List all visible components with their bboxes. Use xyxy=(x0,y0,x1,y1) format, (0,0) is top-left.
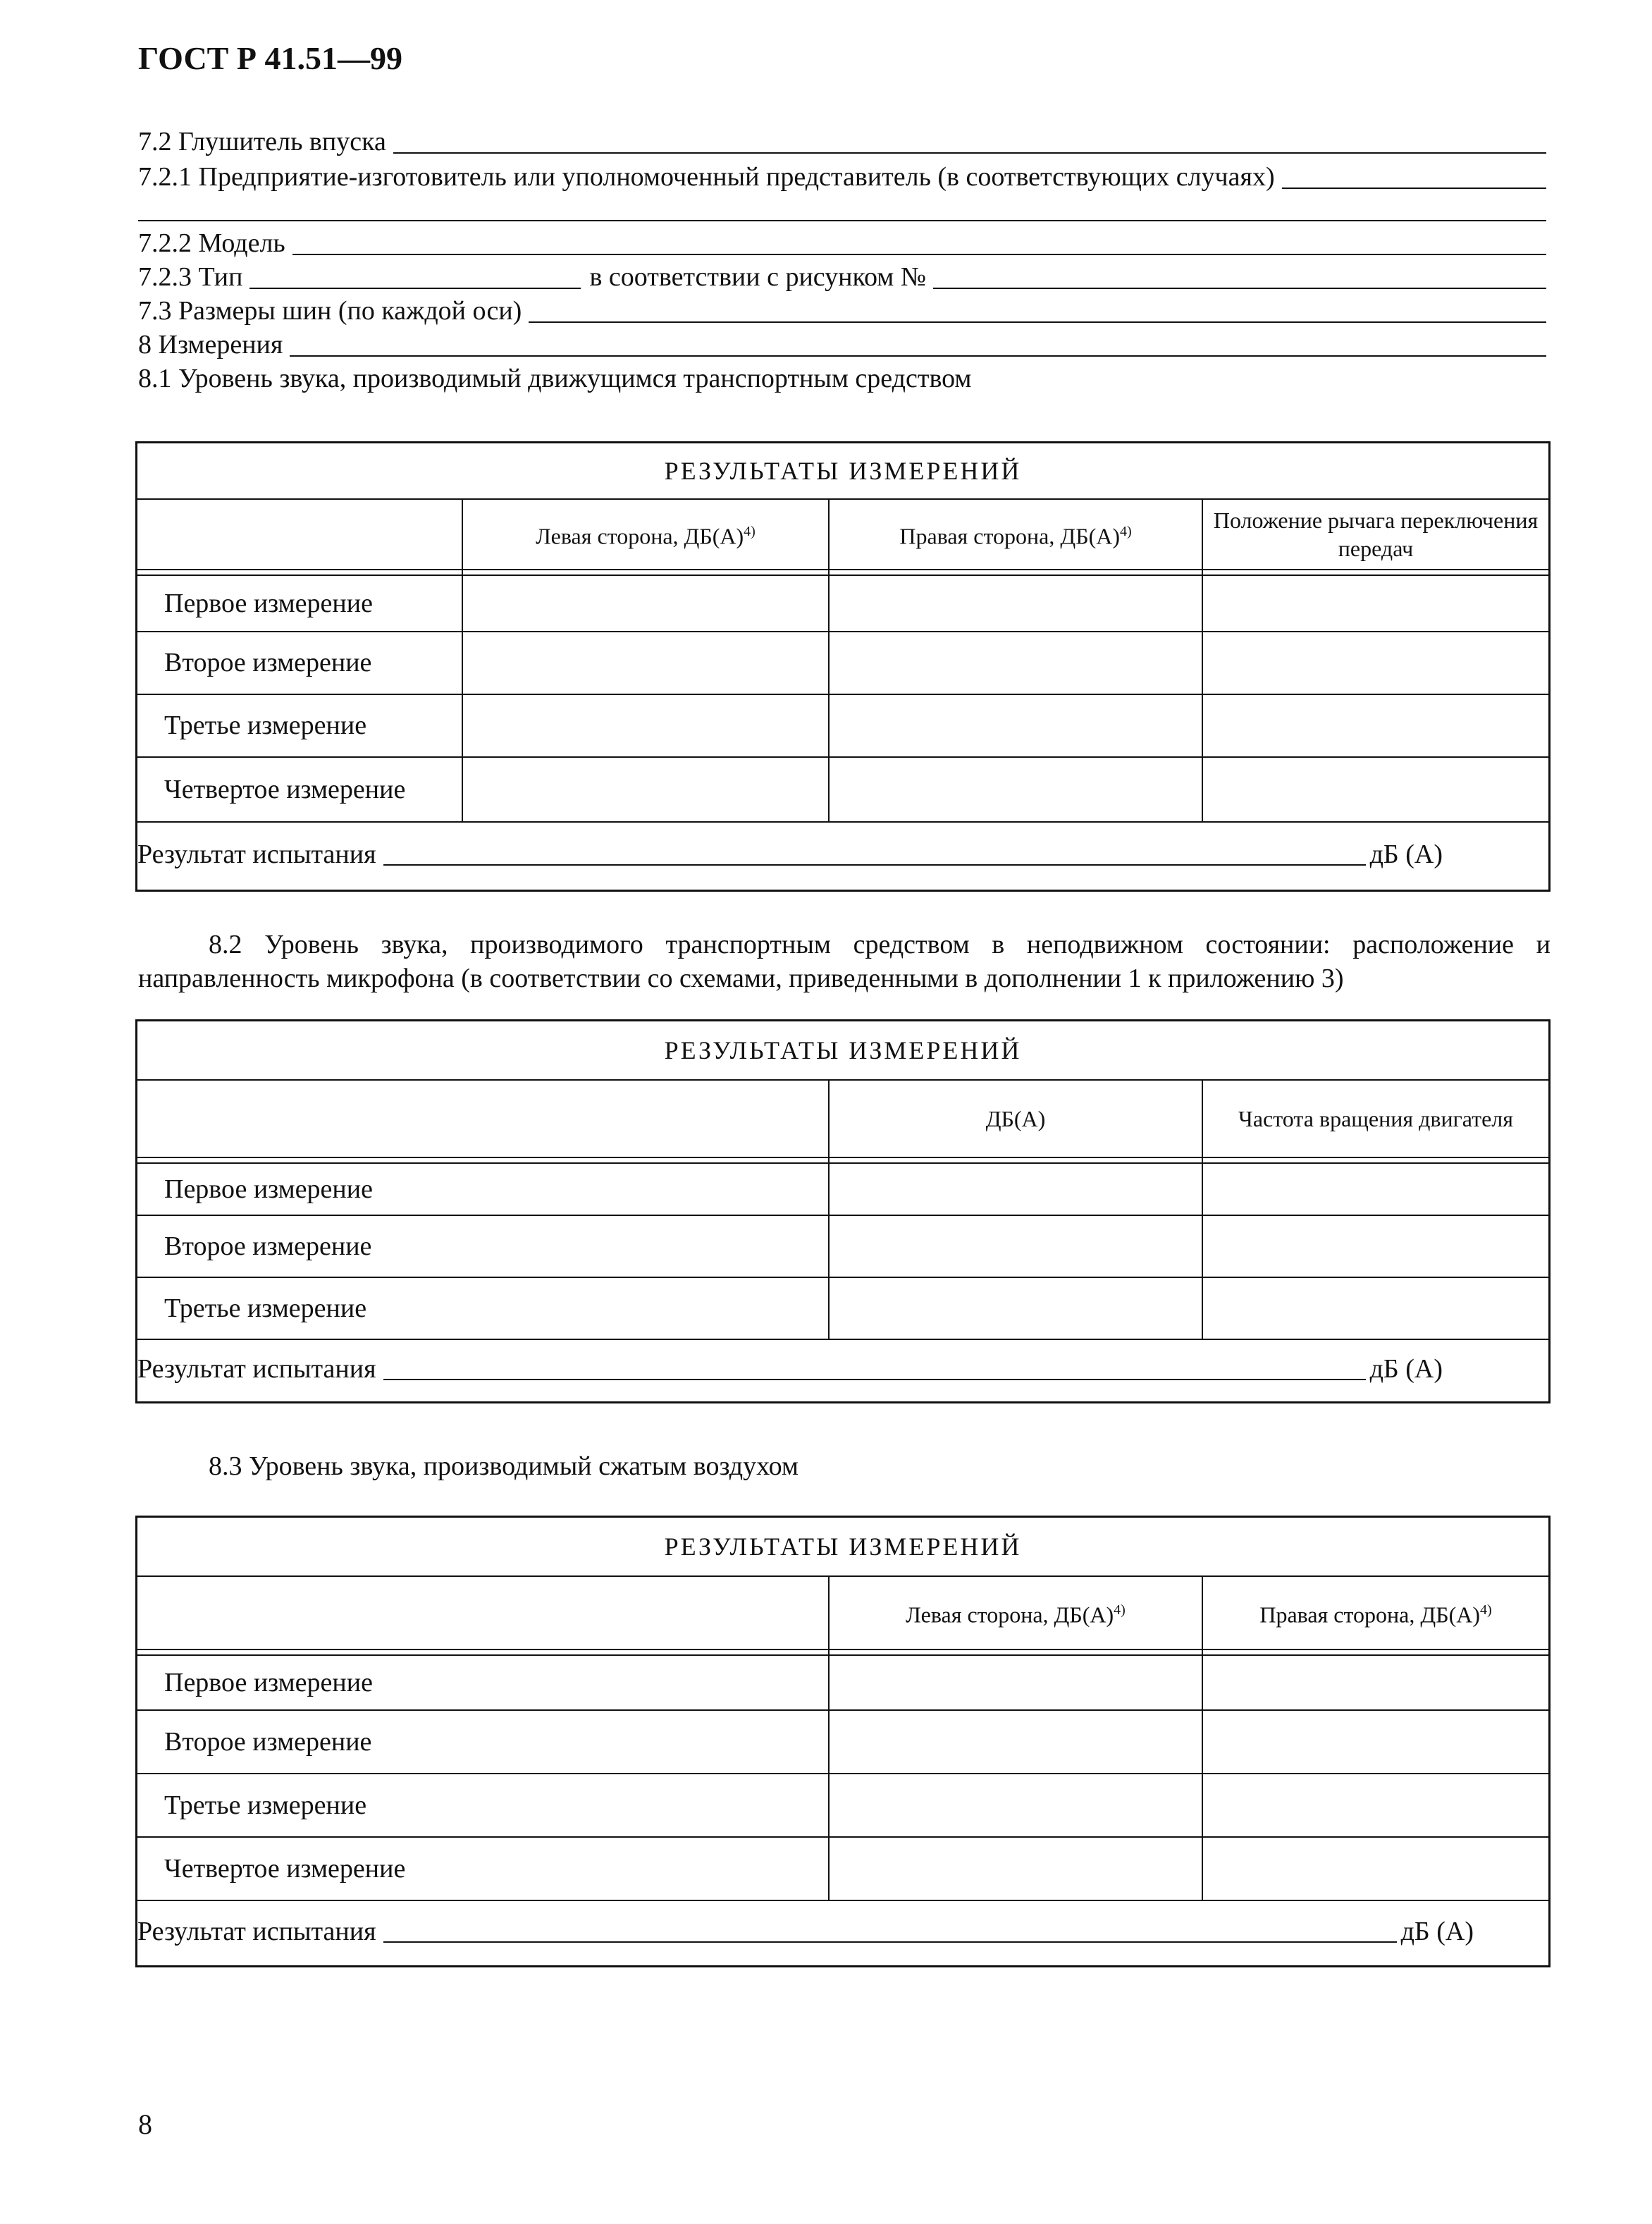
value-cell[interactable] xyxy=(1202,1277,1550,1339)
row-label: Первое измерение xyxy=(137,575,463,632)
blank-line[interactable] xyxy=(933,288,1546,289)
col-gear-header: Положение рычага переключения передач xyxy=(1202,499,1550,570)
blank-line[interactable] xyxy=(529,321,1546,323)
field-label: 8 Измерения xyxy=(138,330,283,360)
row-label: Третье измерение xyxy=(137,694,463,757)
value-cell[interactable] xyxy=(829,1837,1202,1900)
blank-line[interactable] xyxy=(292,254,1546,255)
value-cell[interactable] xyxy=(829,694,1202,757)
result-row xyxy=(137,1339,1550,1403)
value-cell[interactable] xyxy=(1202,1655,1550,1710)
row-label: Второе измерение xyxy=(137,632,463,694)
table-title: РЕЗУЛЬТАТЫ ИЗМЕРЕНИЙ xyxy=(137,443,1550,499)
field-label: 7.3 Размеры шин (по каждой оси) xyxy=(138,296,522,326)
table-title: РЕЗУЛЬТАТЫ ИЗМЕРЕНИЙ xyxy=(137,1517,1550,1576)
value-cell[interactable] xyxy=(1202,1710,1550,1774)
row-label: Третье измерение xyxy=(137,1774,830,1837)
field-8 xyxy=(138,327,1551,361)
value-cell[interactable] xyxy=(462,694,829,757)
value-cell[interactable] xyxy=(829,1655,1202,1710)
table-row xyxy=(137,1655,1550,1710)
blank-line[interactable] xyxy=(1282,188,1546,189)
value-cell[interactable] xyxy=(829,575,1202,632)
field-8-1 xyxy=(138,361,1551,395)
blank-line[interactable] xyxy=(138,220,1546,221)
field-label: 7.2 Глушитель впуска xyxy=(138,127,386,156)
table-row xyxy=(137,757,1550,822)
result-label: Результат испытания xyxy=(137,840,376,870)
row-label: Второе измерение xyxy=(137,1710,830,1774)
value-cell[interactable] xyxy=(462,757,829,822)
results-table-3 xyxy=(135,1516,1551,1967)
field-label: 7.2.2 Модель xyxy=(138,228,285,258)
table-row xyxy=(137,694,1550,757)
table-row xyxy=(137,1277,1550,1339)
result-row xyxy=(137,822,1550,891)
table-row xyxy=(137,1215,1550,1277)
result-label: Результат испытания xyxy=(137,1917,376,1947)
result-blank[interactable] xyxy=(383,861,1366,866)
result-blank[interactable] xyxy=(383,1376,1366,1380)
col-left-header: Левая сторона, $ДБ(А)^{4)}$ xyxy=(829,1576,1202,1649)
field-label: 7.2.1 Предприятие-изготовитель или уполномоченный представитель (в соответствующих случаях) xyxy=(138,162,1275,192)
blank-header-cell xyxy=(137,1080,830,1157)
field-7-2-1 xyxy=(138,159,1551,193)
table-title: РЕЗУЛЬТАТЫ ИЗМЕРЕНИЙ xyxy=(137,1021,1550,1080)
document-header: ГОСТ Р 41.51—99 xyxy=(138,40,402,76)
value-cell[interactable] xyxy=(829,1277,1202,1339)
value-cell[interactable] xyxy=(829,757,1202,822)
value-cell[interactable] xyxy=(1202,575,1550,632)
blank-line[interactable] xyxy=(249,288,581,289)
value-cell[interactable] xyxy=(829,1710,1202,1774)
result-unit: дБ (А) xyxy=(1369,840,1443,870)
row-label: Четвертое измерение xyxy=(137,1837,830,1900)
results-table-1 xyxy=(135,441,1551,892)
result-blank[interactable] xyxy=(383,1939,1397,1943)
value-cell[interactable] xyxy=(462,575,829,632)
value-cell[interactable] xyxy=(1202,632,1550,694)
paragraph-8-3: 8.3 Уровень звука, производимый сжатым воздухом xyxy=(209,1451,799,1481)
results-table-2 xyxy=(135,1019,1551,1403)
value-cell[interactable] xyxy=(829,632,1202,694)
field-label: 8.1 Уровень звука, производимый движущимся транспортным средством xyxy=(138,364,972,393)
value-cell[interactable] xyxy=(829,1774,1202,1837)
col-right-header: Правая сторона, $ДБ(А)^{4)}$ xyxy=(1202,1576,1550,1649)
value-cell[interactable] xyxy=(1202,757,1550,822)
field-7-2-1-cont xyxy=(138,192,1551,226)
result-unit: дБ (А) xyxy=(1369,1354,1443,1384)
blank-line[interactable] xyxy=(393,152,1546,154)
table-row xyxy=(137,575,1550,632)
value-cell[interactable] xyxy=(829,1215,1202,1277)
value-cell[interactable] xyxy=(1202,1215,1550,1277)
table-row xyxy=(137,1163,1550,1215)
col-left-header: Левая сторона, $ДБ(А)^{4)}$ xyxy=(462,499,829,570)
paragraph-8-2: 8.2 Уровень звука, производимого транспортным средством в неподвижном состоянии: расположение и направленность микрофона (в соответствии со схемами, приведенными в дополнении 1 к приложению 3) xyxy=(138,930,1551,993)
field-7-2 xyxy=(138,124,1551,158)
row-label: Второе измерение xyxy=(137,1215,830,1277)
blank-line[interactable] xyxy=(290,355,1546,357)
value-cell[interactable] xyxy=(462,632,829,694)
row-label: Четвертое измерение xyxy=(137,757,463,822)
field-7-2-3 xyxy=(138,259,1551,293)
table-row xyxy=(137,1710,1550,1774)
col-rpm-header: Частота вращения двигателя xyxy=(1202,1080,1550,1157)
page-number: 8 xyxy=(138,2108,152,2140)
table-row xyxy=(137,1837,1550,1900)
result-label: Результат испытания xyxy=(137,1354,376,1384)
row-label: Третье измерение xyxy=(137,1277,830,1339)
value-cell[interactable] xyxy=(829,1163,1202,1215)
row-label: Первое измерение xyxy=(137,1655,830,1710)
value-cell[interactable] xyxy=(1202,1774,1550,1837)
blank-header-cell xyxy=(137,499,463,570)
result-row xyxy=(137,1900,1550,1967)
field-label: в соответствии с рисунком № xyxy=(589,262,927,292)
col-right-header: Правая сторона, $ДБ(А)^{4)}$ xyxy=(829,499,1202,570)
table-row xyxy=(137,1774,1550,1837)
blank-header-cell xyxy=(137,1576,830,1649)
col-db-header: ДБ(А) xyxy=(829,1080,1202,1157)
table-row xyxy=(137,632,1550,694)
value-cell[interactable] xyxy=(1202,1163,1550,1215)
value-cell[interactable] xyxy=(1202,694,1550,757)
row-label: Первое измерение xyxy=(137,1163,830,1215)
result-unit: дБ (А) xyxy=(1400,1917,1474,1947)
field-7-2-2 xyxy=(138,226,1551,259)
value-cell[interactable] xyxy=(1202,1837,1550,1900)
field-label: 7.2.3 Тип xyxy=(138,262,243,292)
field-7-3 xyxy=(138,293,1551,327)
